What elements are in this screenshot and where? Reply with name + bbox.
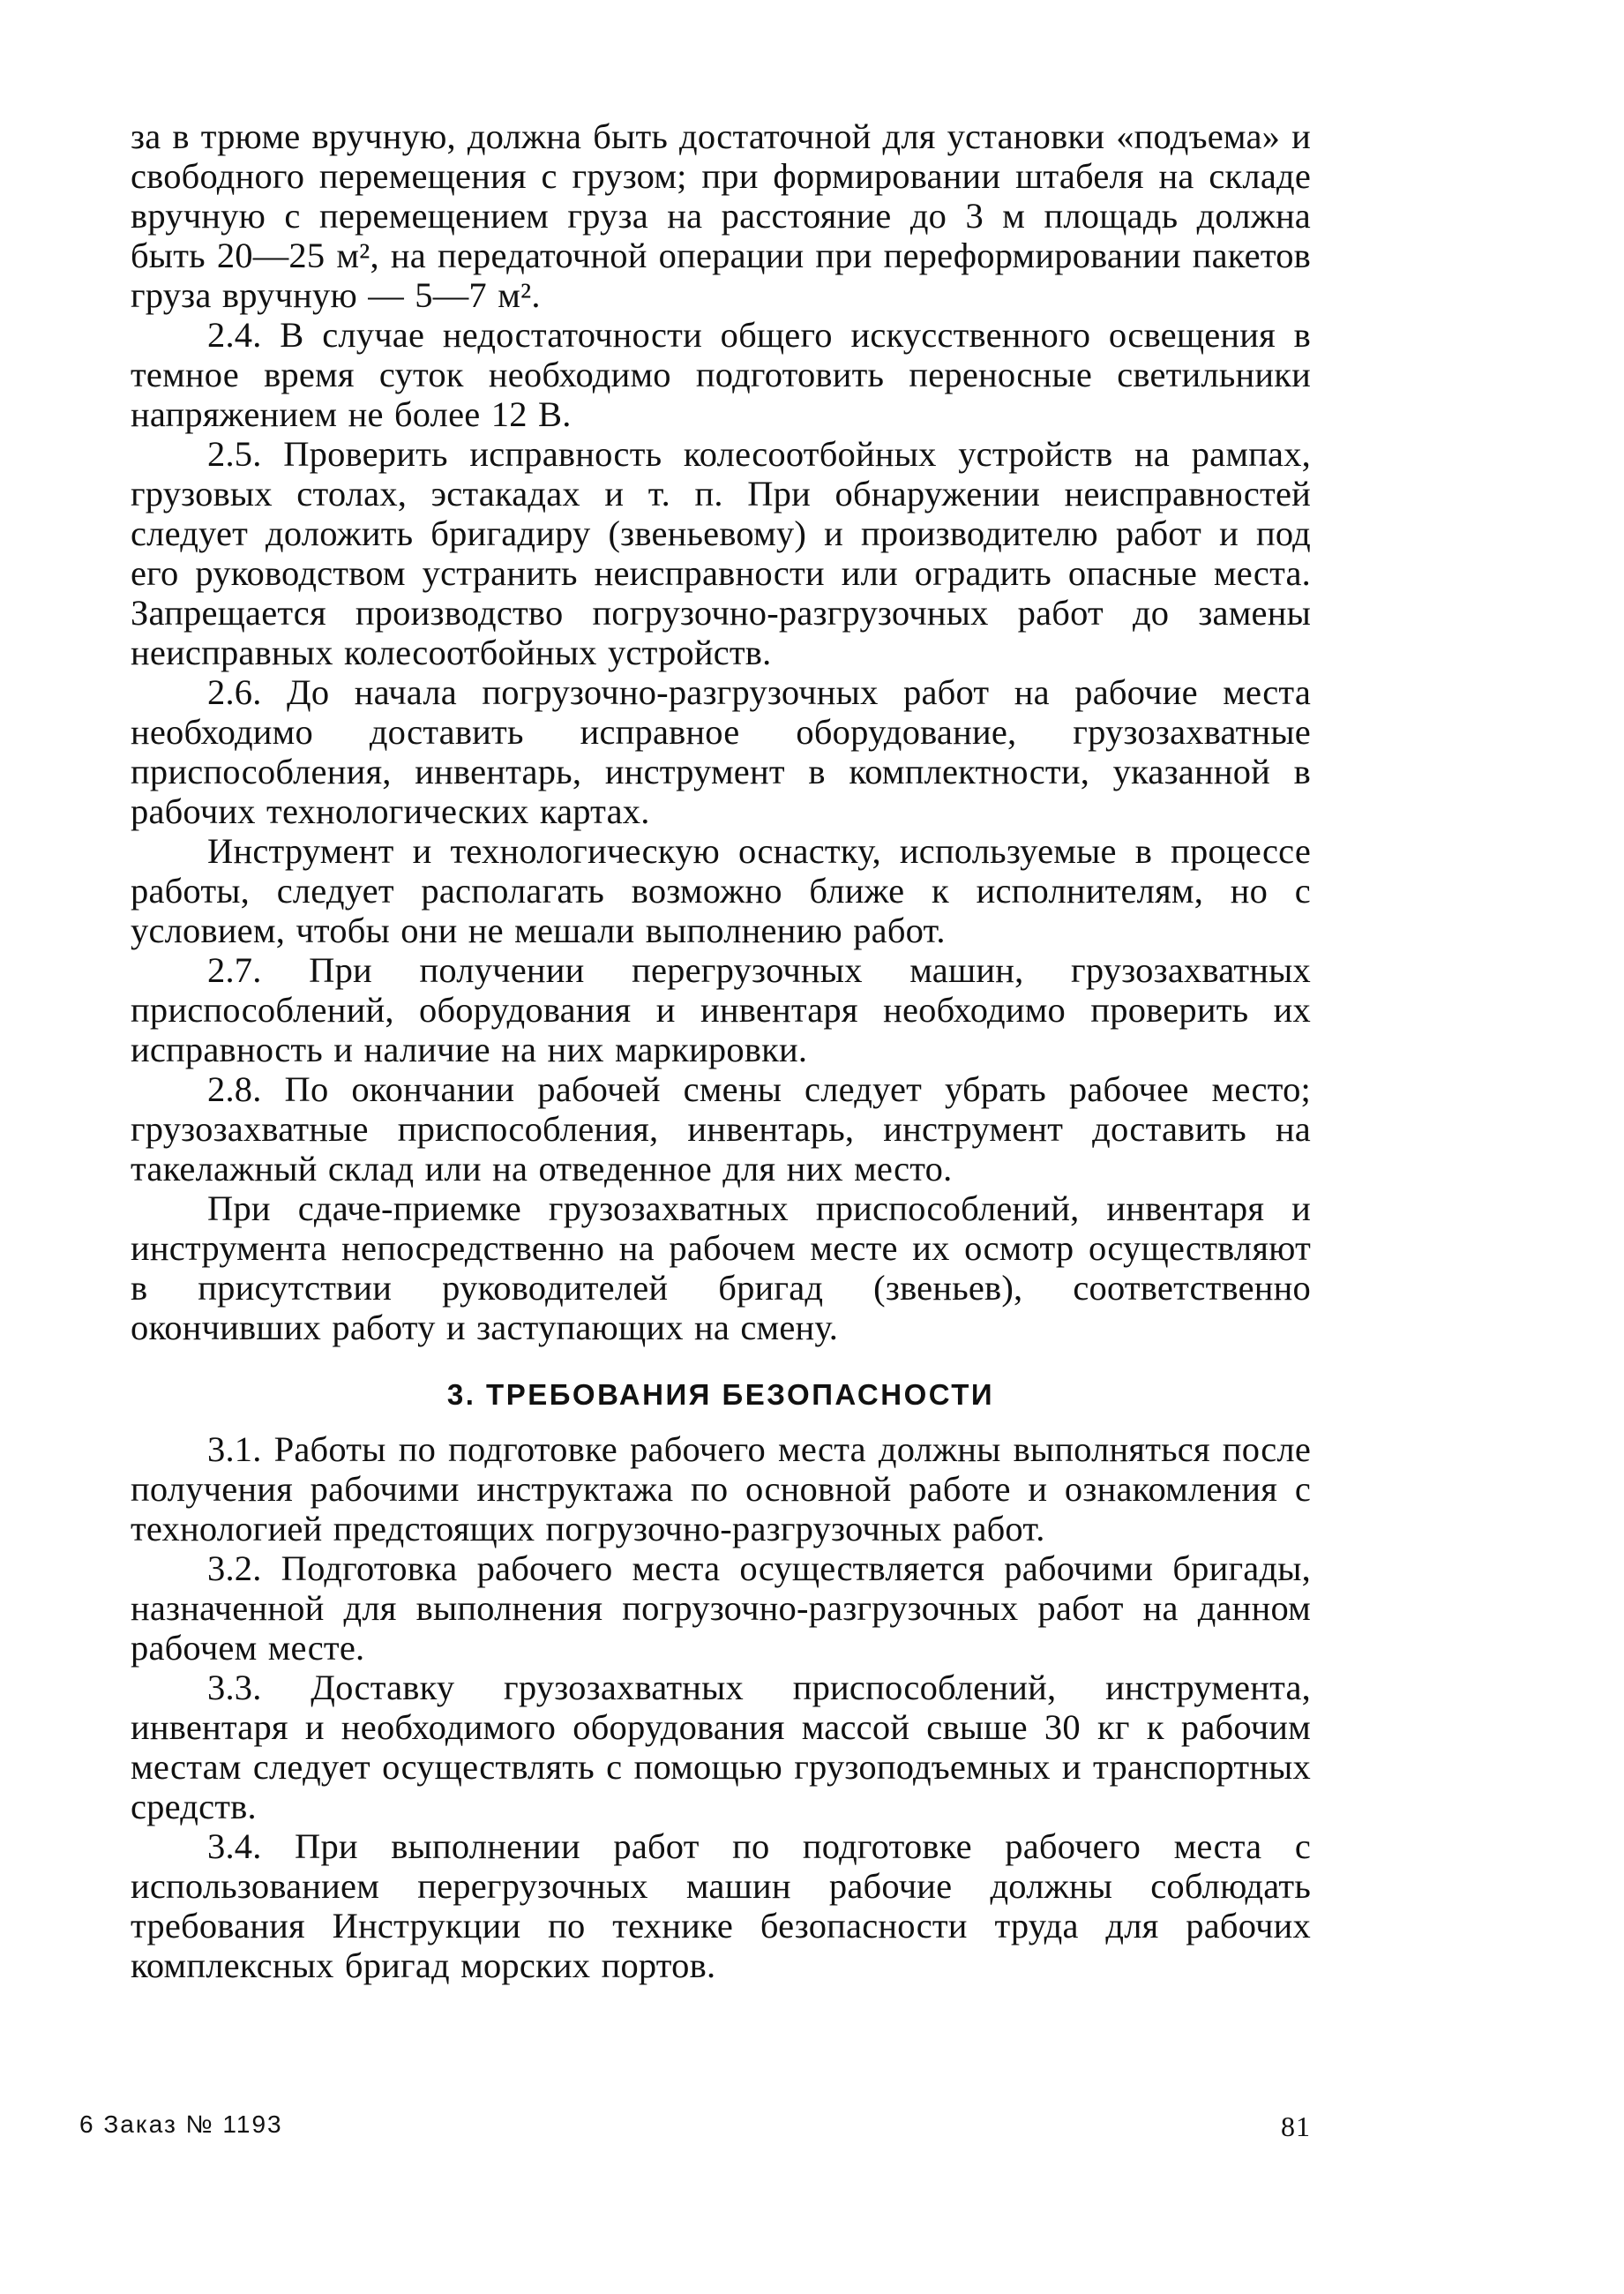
paragraph-2-7: 2.7. При получении перегрузочных машин, грузозахватных приспособлений, оборудования и инвентаря необходимо проверить их исправность и наличие на них маркировки. — [131, 950, 1311, 1069]
paragraph-3-4: 3.4. При выполнении работ по подготовке рабочего места с использованием перегрузочных машин рабочие должны соблюдать требования Инструкции по технике безопасности труда для рабочих комплексных бригад морских портов. — [131, 1826, 1311, 1985]
paragraph-continuation: за в трюме вручную, должна быть достаточной для установки «подъема» и свободного перемещения с грузом; при формировании штабеля на складе вручную с перемещением груза на расстояние до 3 м площадь должна быть 20—25 м², на передаточной операции при переформировании пакетов груза вручную — 5—7 м². — [131, 116, 1311, 315]
page-footer — [79, 2110, 1311, 2146]
paragraph-3-3: 3.3. Доставку грузозахватных приспособлений, инструмента, инвентаря и необходимого оборудования массой свыше 30 кг к рабочим местам следует осуществлять с помощью грузоподъемных и транспортных средств. — [131, 1668, 1311, 1826]
paragraph-handover: При сдаче-приемке грузозахватных приспособлений, инвентаря и инструмента непосредственно на рабочем месте их осмотр осуществляют в присутствии руководителей бригад (звеньев), соответственно окончивших работу и заступающих на смену. — [131, 1188, 1311, 1347]
paragraph-2-4: 2.4. В случае недостаточности общего искусственного освещения в темное время суток необходимо подготовить переносные светильники напряжением не более 12 В. — [131, 315, 1311, 434]
body-text — [131, 116, 1311, 1985]
paragraph-3-1: 3.1. Работы по подготовке рабочего места должны выполняться после получения рабочими инструктажа по основной работе и ознакомления с технологией предстоящих погрузочно-разгрузочных работ. — [131, 1429, 1311, 1548]
paragraph-3-2: 3.2. Подготовка рабочего места осуществляется рабочими бригады, назначенной для выполнения погрузочно-разгрузочных работ на данном рабочем месте. — [131, 1548, 1311, 1668]
paragraph-2-8: 2.8. По окончании рабочей смены следует убрать рабочее место; грузозахватные приспособления, инвентарь, инструмент доставить на такелажный склад или на отведенное для них место. — [131, 1069, 1311, 1188]
section-heading: 3. ТРЕБОВАНИЯ БЕЗОПАСНОСТИ — [446, 1378, 995, 1411]
paragraph-2-5: 2.5. Проверить исправность колесоотбойных устройств на рампах, грузовых столах, эстакадах и т. п. При обнаружении неисправностей следует доложить бригадиру (звеньевому) и производителю работ и под его руководством устранить неисправности или оградить опасные места. Запрещается производство погрузочно-разгрузочных работ до замены неисправных колесоотбойных устройств. — [131, 434, 1311, 672]
order-label: 6 Заказ № 1193 — [79, 2110, 283, 2138]
paragraph-tools: Инструмент и технологическую оснастку, используемые в процессе работы, следует располагать возможно ближе к исполнителям, но с условием, чтобы они не мешали выполнению работ. — [131, 831, 1311, 950]
paragraph-2-6: 2.6. До начала погрузочно-разгрузочных работ на рабочие места необходимо доставить исправное оборудование, грузозахватные приспособления, инвентарь, инструмент в комплектности, указанной в рабочих технологических картах. — [131, 672, 1311, 831]
page-number: 81 — [1281, 2110, 1311, 2142]
